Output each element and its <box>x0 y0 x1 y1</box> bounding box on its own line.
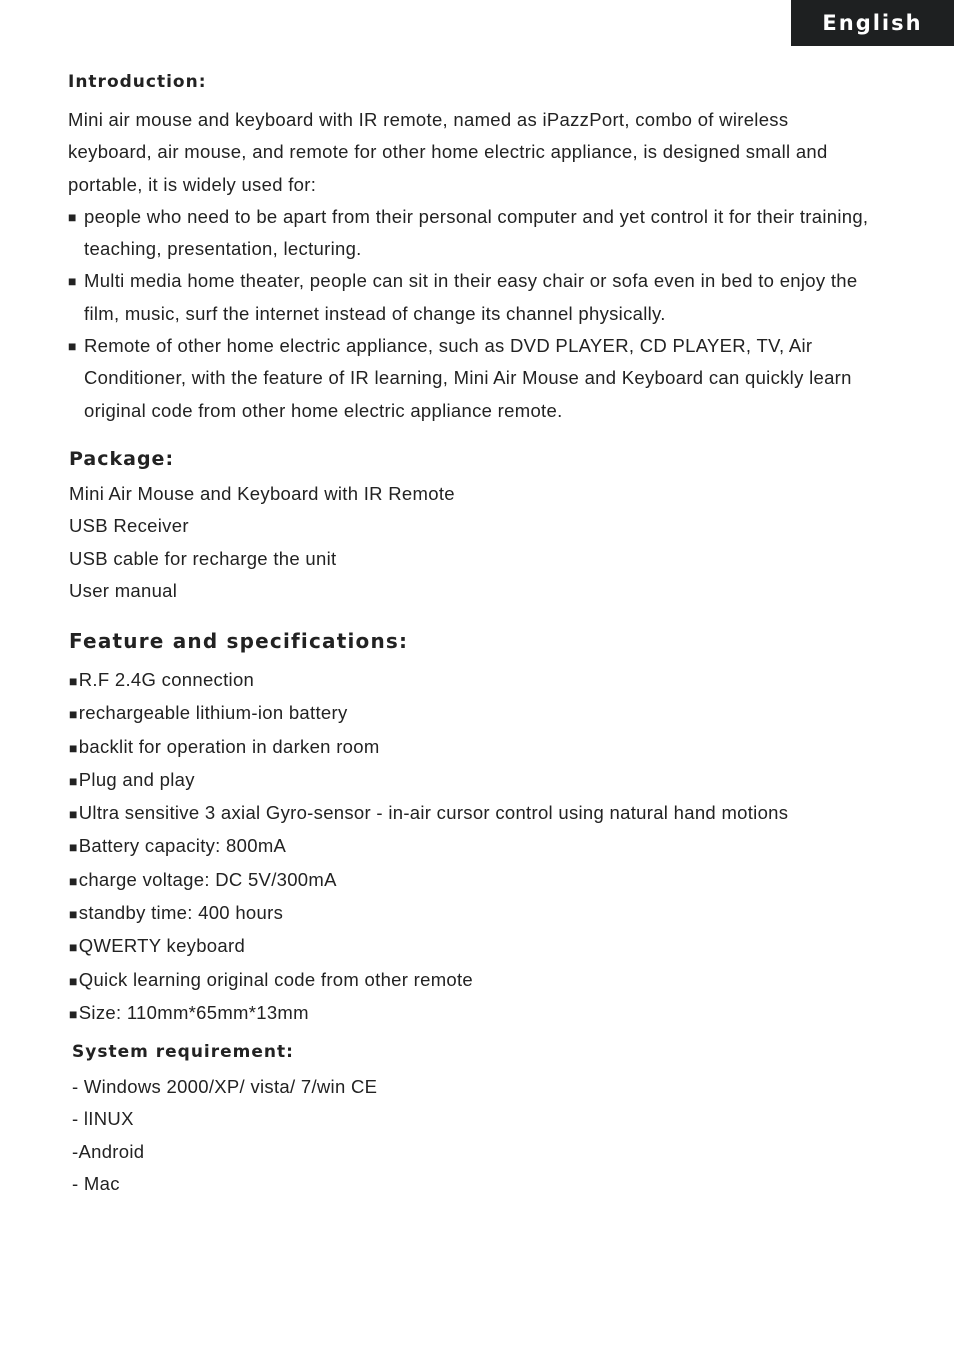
bullet-icon: ■ <box>69 806 78 823</box>
package-list <box>69 478 899 607</box>
list-item: USB Receiver <box>69 515 189 537</box>
introduction-section <box>68 72 898 427</box>
list-item <box>69 664 899 697</box>
spec-text: Ultra sensitive 3 axial Gyro-sensor - in-air cursor control using natural hand motions <box>78 802 789 824</box>
spec-text: standby time: 400 hours <box>78 902 284 924</box>
features-heading: Feature and specifications: <box>69 629 409 653</box>
list-item: USB cable for recharge the unit <box>69 547 337 569</box>
spec-text: Plug and play <box>78 768 195 790</box>
list-item: Mini Air Mouse and Keyboard with IR Remote <box>69 483 455 504</box>
features-list <box>69 664 899 1030</box>
spec-text: Quick learning original code from other remote <box>78 968 474 990</box>
list-item <box>69 930 899 963</box>
bullet-icon: ■ <box>69 939 78 956</box>
list-item <box>69 830 899 863</box>
list-item <box>68 330 898 427</box>
list-item <box>69 731 899 764</box>
features-section <box>69 629 899 1030</box>
system-heading: System requirement: <box>72 1042 294 1062</box>
bullet-icon: ■ <box>68 273 77 290</box>
system-list <box>72 1071 902 1200</box>
package-heading: Package: <box>69 448 175 470</box>
spec-text: charge voltage: DC 5V/300mA <box>78 868 337 890</box>
list-item <box>69 897 899 930</box>
list-item: User manual <box>69 579 178 601</box>
spec-text: Battery capacity: 800mA <box>78 835 287 857</box>
bullet-icon: ■ <box>69 906 78 923</box>
introduction-heading: Introduction: <box>68 72 207 92</box>
list-item <box>69 864 899 897</box>
bullet-icon: ■ <box>69 839 78 856</box>
list-item: -Android <box>72 1140 145 1162</box>
bullet-icon: ■ <box>69 706 78 723</box>
bullet-text: Multi media home theater, people can sit in their easy chair or sofa even in bed to enjoy the film, music, surf the internet instead of change its channel physically. <box>84 270 858 324</box>
bullet-icon: ■ <box>68 208 77 225</box>
bullet-icon: ■ <box>69 872 78 889</box>
list-item: - Windows 2000/XP/ vista/ 7/win CE <box>72 1076 378 1097</box>
spec-text: R.F 2.4G connection <box>78 669 255 690</box>
package-section <box>69 448 899 607</box>
list-item: - Mac <box>72 1172 120 1194</box>
list-item <box>69 797 899 830</box>
introduction-paragraph: Mini air mouse and keyboard with IR remote, named as iPazzPort, combo of wireless keyboard, air mouse, and remote for other home electric appliance, is designed small and portable, it is widely used for: <box>68 109 828 195</box>
list-item <box>68 265 898 330</box>
bullet-icon: ■ <box>69 673 78 689</box>
introduction-bullets <box>68 201 898 427</box>
list-item <box>68 201 898 266</box>
list-item <box>69 997 899 1030</box>
list-item <box>69 697 899 730</box>
spec-text: Size: 110mm*65mm*13mm <box>78 1001 309 1023</box>
bullet-text: people who need to be apart from their personal computer and yet control it for their training, teaching, presentation, lecturing. <box>84 205 869 260</box>
bullet-text: Remote of other home electric appliance, such as DVD PLAYER, CD PLAYER, TV, Air Conditioner, with the feature of IR learning, Mini Air Mouse and Keyboard can quickly learn original code from other home electric appliance remote. <box>84 335 852 421</box>
system-section <box>72 1042 902 1200</box>
bullet-icon: ■ <box>69 739 78 756</box>
list-item: - lINUX <box>72 1108 134 1130</box>
spec-text: rechargeable lithium-ion battery <box>78 702 348 724</box>
list-item <box>69 764 899 797</box>
bullet-icon: ■ <box>69 1005 78 1022</box>
spec-text: backlit for operation in darken room <box>78 735 380 757</box>
language-tab: English <box>791 0 954 46</box>
list-item <box>69 964 899 997</box>
bullet-icon: ■ <box>69 972 78 989</box>
bullet-icon: ■ <box>68 338 77 355</box>
spec-text: QWERTY keyboard <box>78 935 246 957</box>
bullet-icon: ■ <box>69 772 78 789</box>
